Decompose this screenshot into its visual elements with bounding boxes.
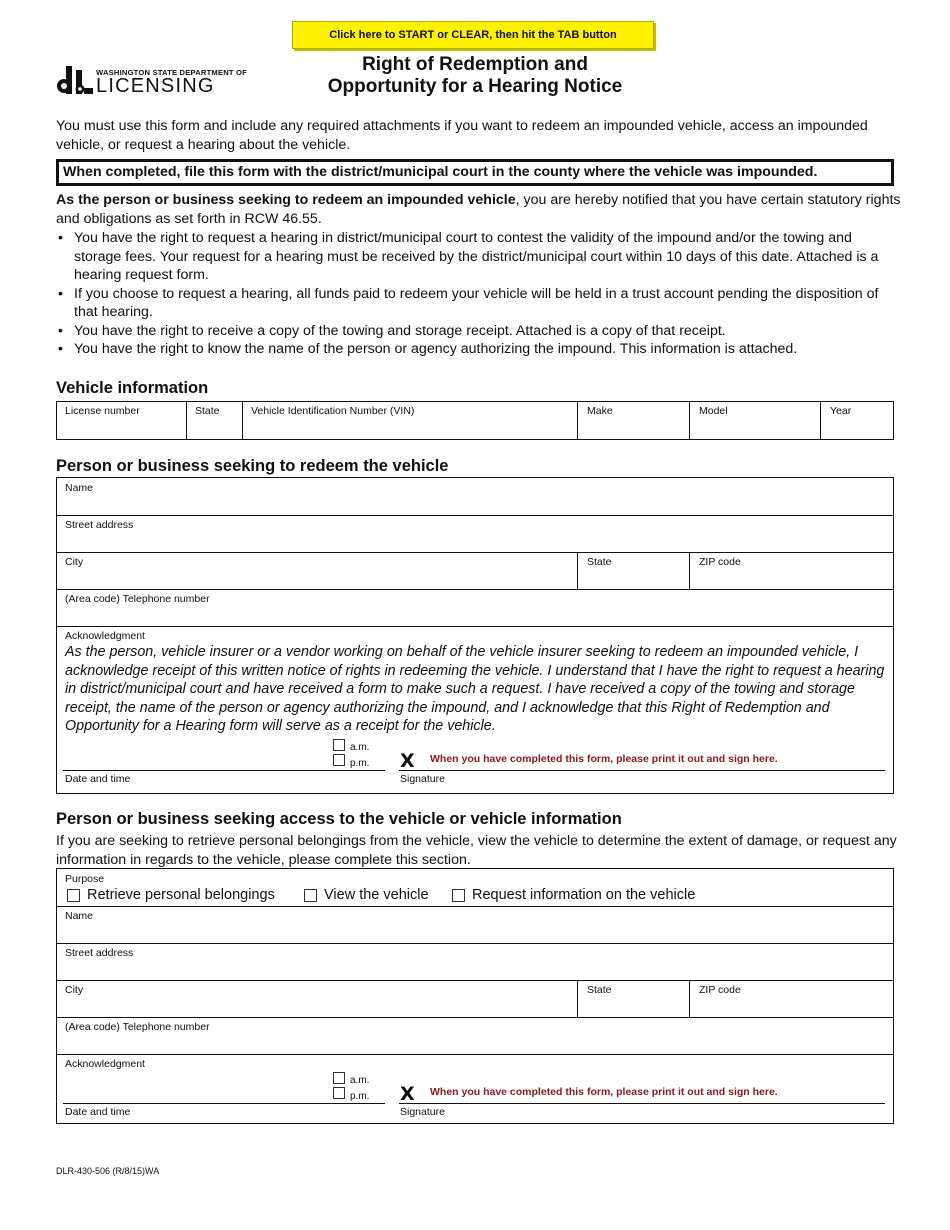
view-vehicle-label: View the vehicle [324,887,429,903]
year-input[interactable] [825,420,887,436]
redeem-table [56,477,894,794]
redeem-acknowledgment [57,626,893,793]
logo-department-text: WASHINGTON STATE DEPARTMENT OF [96,68,247,77]
redeem-phone-label: (Area code) Telephone number [65,593,210,605]
access-acknowledgment [57,1054,893,1123]
access-table [56,868,894,1124]
access-street-input[interactable] [63,961,883,977]
access-city-label: City [65,984,84,996]
rights-intro [56,191,902,228]
redeem-date-time-input[interactable] [63,754,323,768]
redeem-am-checkbox[interactable] [333,739,345,751]
intro-text: You must use this form and include any required attachments if you want to redeem an impounded vehicle, access an impounded vehicle, or request a hearing about the vehicle. [56,118,868,153]
redeem-phone-input[interactable] [63,607,883,623]
redeem-name-input[interactable] [63,496,883,512]
access-name-input[interactable] [63,924,883,940]
access-heading: Person or business seeking access to the vehicle or vehicle information [56,810,622,828]
redeem-ack-label: Acknowledgment [65,630,145,642]
dol-logo-mark-icon [56,64,94,96]
license-number-label: License number [65,405,140,417]
redeem-date-time-label: Date and time [65,773,131,785]
redeem-pm-checkbox[interactable] [333,754,345,766]
form-title-line-2: Opportunity for a Hearing Notice [327,76,623,97]
vehicle-state-input[interactable] [191,420,237,436]
rights-lead-rest: , you are hereby notified that you have certain statutory rights and obligations as set forth in RCW 46.55. [56,192,901,227]
access-zip-label: ZIP code [699,984,741,996]
view-vehicle-checkbox[interactable] [304,889,317,902]
vin-label: Vehicle Identification Number (VIN) [251,405,415,417]
redeem-state-input[interactable] [582,570,684,586]
logo-licensing-text: LICENSING [96,75,215,97]
access-sign-x-icon: X [400,1083,415,1105]
redeem-sign-x-icon: X [400,750,415,772]
redeem-name-label: Name [65,482,94,494]
vehicle-info-heading: Vehicle information [56,379,209,397]
redeem-state-label: State [587,556,612,568]
access-sign-message: When you have completed this form, please print it out and sign here. [430,1086,778,1098]
vehicle-state-label: State [195,405,220,417]
retrieve-belongings-checkbox[interactable] [67,889,80,902]
access-am-label: a.m. [350,1075,370,1086]
retrieve-belongings-label: Retrieve personal belongings [87,887,275,903]
form-number: DLR-430-506 (R/8/15)WA [56,1166,160,1176]
redeem-street-input[interactable] [63,533,883,549]
vin-input[interactable] [247,420,572,436]
access-state-input[interactable] [582,998,684,1014]
redeem-zip-label: ZIP code [699,556,741,568]
redeem-pm-label: p.m. [350,758,370,769]
redeem-sign-message: When you have completed this form, please print it out and sign here. [430,753,778,765]
rights-lead-bold: As the person or business seeking to redeem an impounded vehicle [56,192,516,208]
rights-bullet: • You have the right to receive a copy of the towing and storage receipt. Attached is a copy of that receipt. [56,322,902,341]
license-number-input[interactable] [63,420,181,436]
access-state-label: State [587,984,612,996]
redeem-street-label: Street address [65,519,134,531]
access-phone-input[interactable] [63,1035,883,1051]
access-name-label: Name [65,910,94,922]
purpose-label: Purpose [65,873,105,885]
make-input[interactable] [582,420,684,436]
redeem-heading: Person or business seeking to redeem the vehicle [56,457,449,475]
rights-bullet: • If you choose to request a hearing, all funds paid to redeem your vehicle will be held in a trust account pending the disposition of that hearing. [56,285,902,322]
access-date-time-input[interactable] [63,1087,323,1101]
redeem-city-input[interactable] [63,570,571,586]
model-label: Model [699,405,728,417]
access-description: If you are seeking to retrieve personal belongings from the vehicle, view the vehicle to determine the extent of damage, or request any information in regards to the vehicle, please complete this section. [56,833,897,868]
access-pm-label: p.m. [350,1091,370,1102]
access-am-checkbox[interactable] [333,1072,345,1084]
access-pm-checkbox[interactable] [333,1087,345,1099]
access-zip-input[interactable] [694,998,884,1014]
dol-logo [56,62,247,98]
access-city-input[interactable] [63,998,571,1014]
rights-bullet: • You have the right to know the name of the person or agency authorizing the impound. This information is attached. [56,340,902,359]
model-input[interactable] [694,420,815,436]
access-street-label: Street address [65,947,134,959]
access-ack-label: Acknowledgment [65,1058,145,1070]
start-clear-button[interactable]: Click here to START or CLEAR, then hit the TAB button [292,21,654,49]
form-title [262,54,688,98]
redeem-am-label: a.m. [350,742,370,753]
redeem-signature-label: Signature [400,773,445,785]
redeem-city-label: City [65,556,84,568]
request-info-checkbox[interactable] [452,889,465,902]
redeem-ack-text: As the person, vehicle insurer or a vendor working on behalf of the vehicle insurer seeking to redeem an impounded vehicle, I acknowledge receipt of this written notice of rights in redeeming the vehicle. I understand that I have the right to request a hearing in district/municipal court and have received a form to make such a request. I have received a copy of the towing and storage receipt, the name of the person or agency authorizing the impound, and I acknowledge that this Right of Redemption and Opportunity for a Hearing form will serve as a receipt for the vehicle. [65,644,885,735]
vehicle-info-table [56,401,894,440]
access-signature-label: Signature [400,1106,445,1118]
request-info-label: Request information on the vehicle [472,887,696,903]
redeem-zip-input[interactable] [694,570,884,586]
make-label: Make [587,405,613,417]
form-title-line-1: Right of Redemption and [362,54,588,75]
rights-list [56,229,902,359]
year-label: Year [830,405,852,417]
rights-bullet: • You have the right to request a hearing in district/municipal court to contest the validity of the impound and/or the towing and storage fees. Your request for a hearing must be received by the district/municipal court within 10 days of this date. Attached is a hearing request form. [56,229,902,285]
file-notice: When completed, file this form with the district/municipal court in the county where the vehicle was impounded. [56,159,894,186]
access-date-time-label: Date and time [65,1106,131,1118]
access-phone-label: (Area code) Telephone number [65,1021,210,1033]
